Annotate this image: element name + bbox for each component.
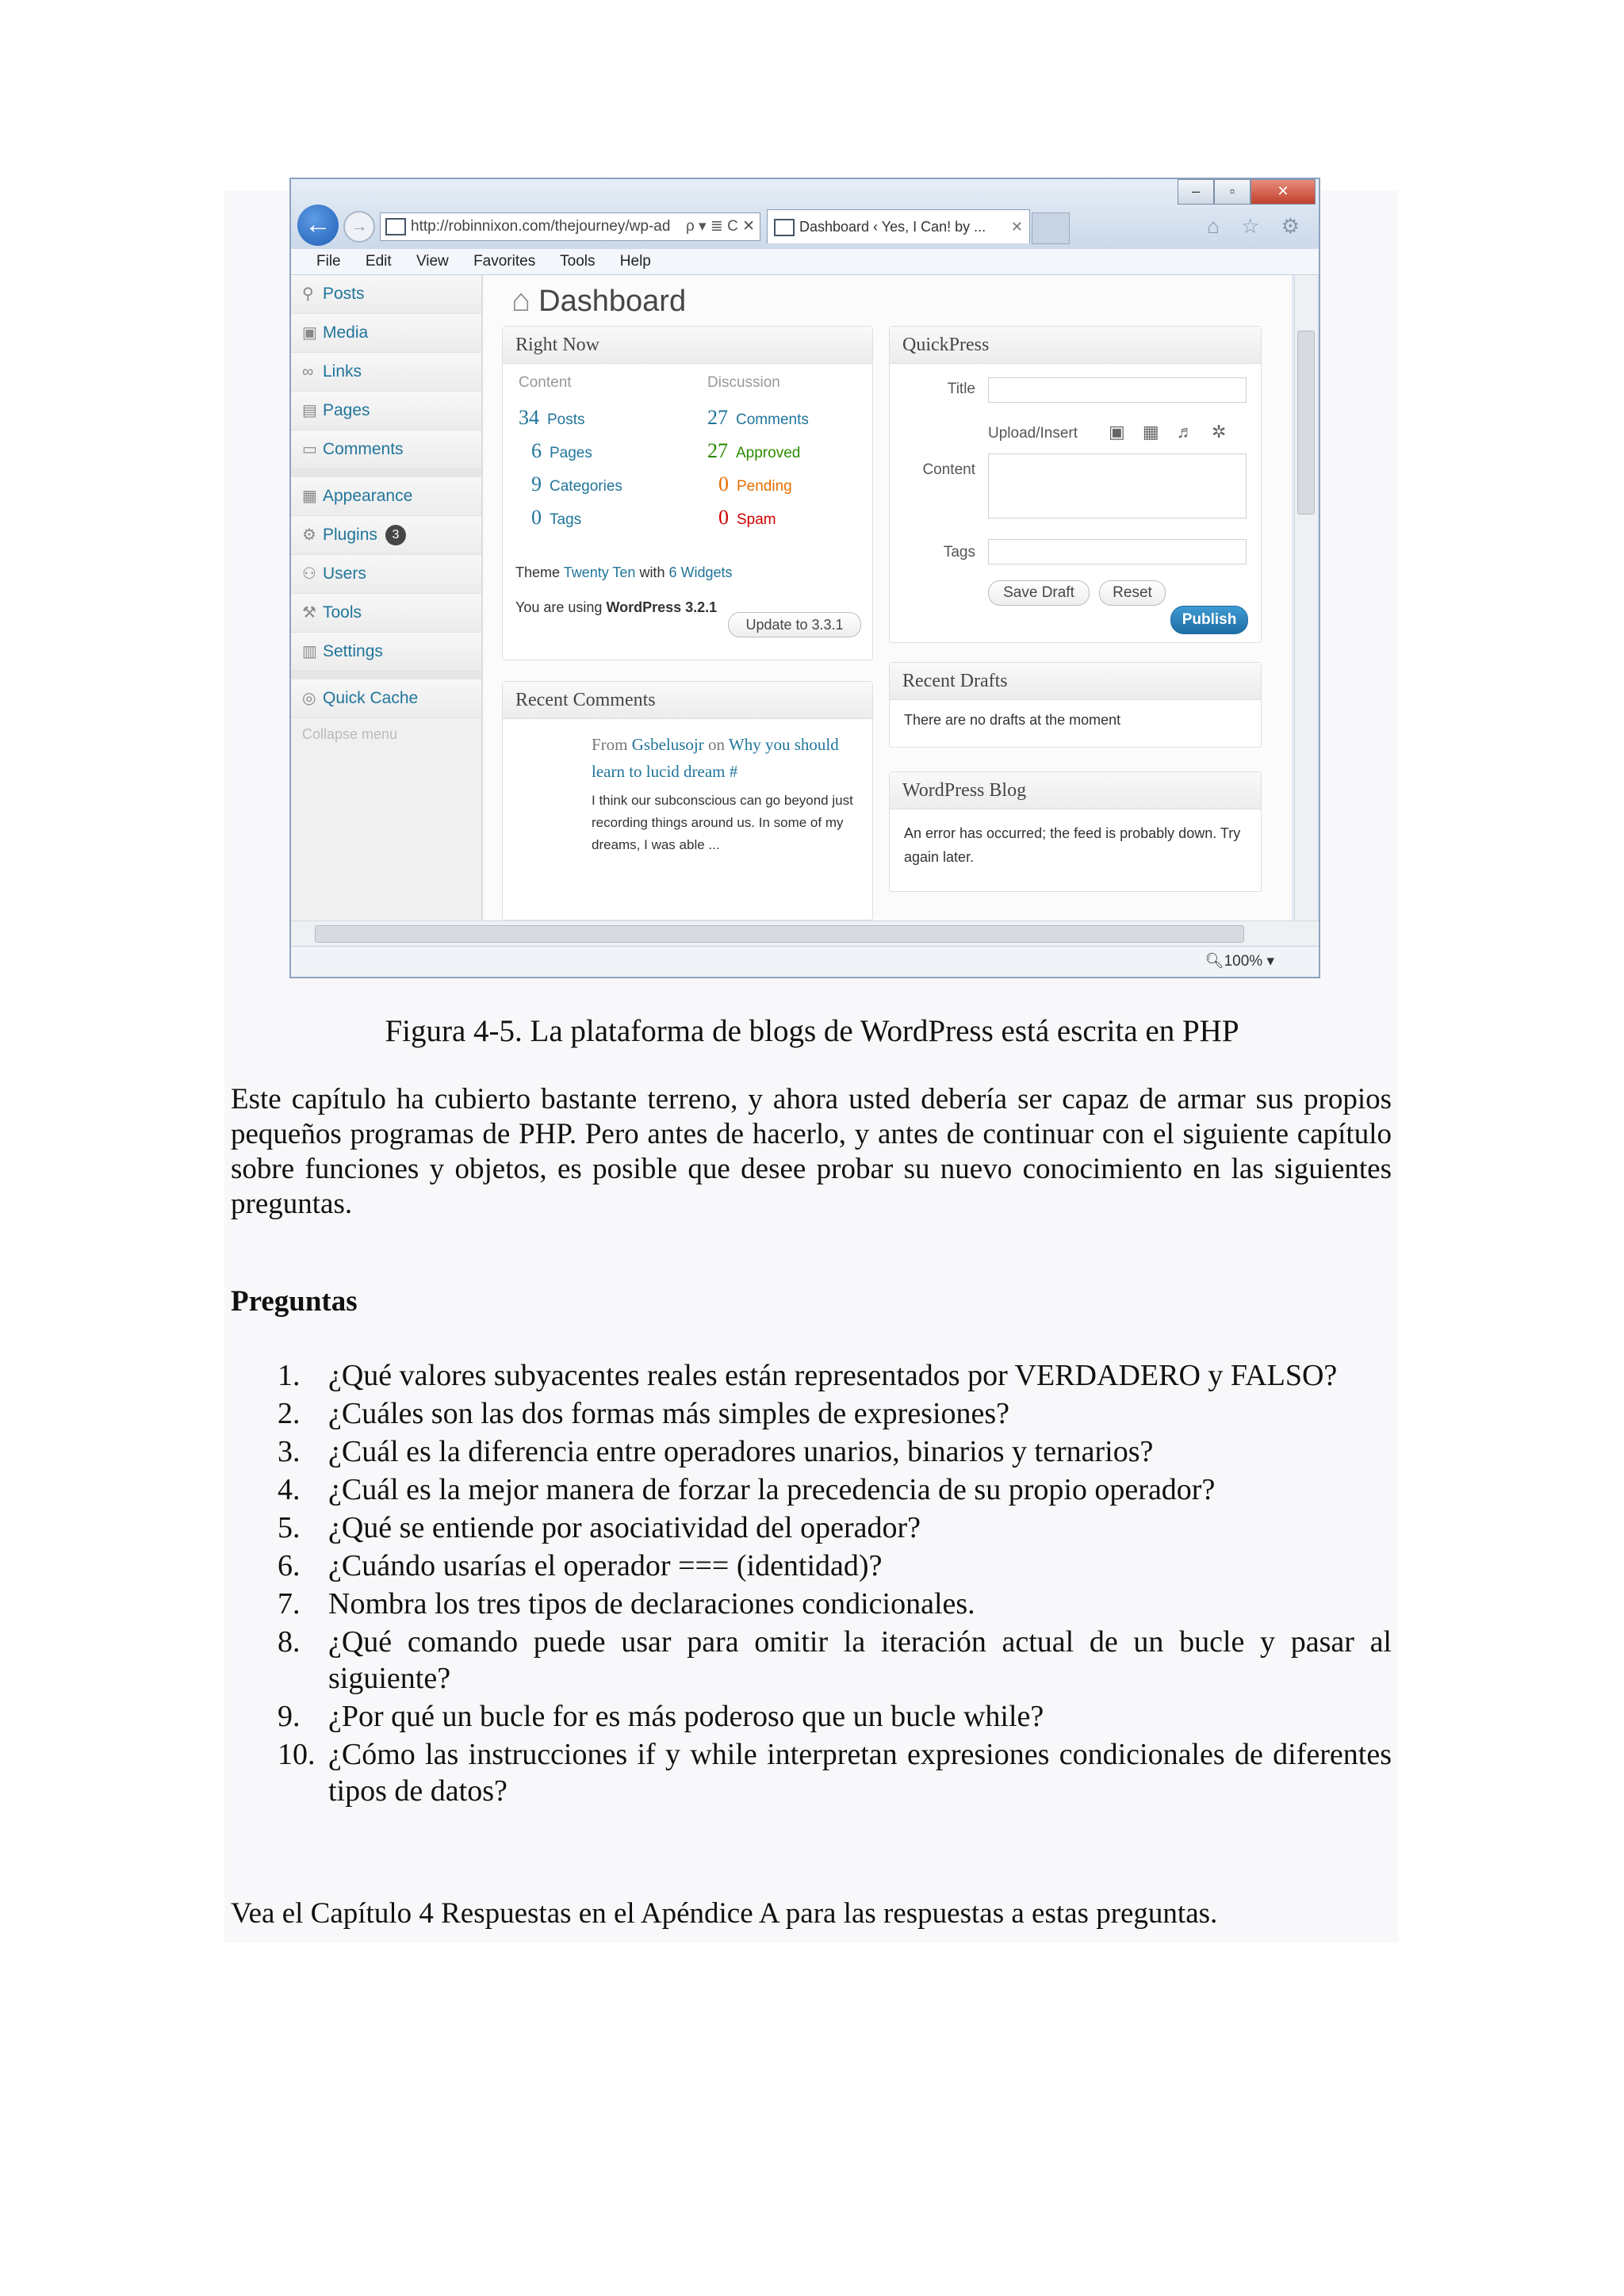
comment-excerpt: I think our subconscious can go beyond just recording things around us. In some of my dreams, I was able ... — [592, 793, 853, 852]
count-label: Pending — [737, 478, 792, 495]
version-text: WordPress 3.2.1 — [606, 599, 718, 615]
pin-icon: ⚲ — [302, 285, 314, 303]
tab-title: Dashboard ‹ Yes, I Can! by ... — [799, 219, 986, 235]
right-now-title: Right Now — [503, 327, 872, 364]
sidebar-item-comments[interactable] — [291, 430, 481, 469]
theme-prefix: Theme — [515, 564, 564, 580]
address-url: http://robinnixon.com/thejourney/wp-ad — [411, 218, 671, 235]
wordpress-blog-text: An error has occurred; the feed is probably down. Try again later. — [904, 825, 1241, 865]
sidebar-item-label: Users — [323, 564, 366, 583]
vertical-scrollbar[interactable] — [1294, 275, 1317, 921]
content-label: Content — [922, 461, 975, 478]
question-text: ¿Qué valores subyacentes reales están representados por VERDADERO y FALSO? — [328, 1359, 1338, 1392]
media-icon: ▣ — [302, 324, 317, 342]
question-text: ¿Cuál es la mejor manera de forzar la precedencia de su propio operador? — [328, 1473, 1216, 1506]
comment-on: on — [703, 735, 729, 754]
question-text: ¿Qué se entiende por asociatividad del operador? — [328, 1511, 921, 1544]
sidebar-item-label: Links — [323, 362, 362, 381]
theme-name-link[interactable]: Twenty Ten — [563, 564, 636, 580]
recent-comments-widget — [502, 681, 873, 920]
theme-line — [515, 564, 733, 581]
list-item — [278, 1510, 1392, 1546]
count-label: Tags — [550, 511, 582, 528]
sidebar-item-label: Tools — [323, 603, 362, 622]
question-number: 10. — [278, 1738, 316, 1771]
answers-reference: Vea el Capítulo 4 Respuestas en el Apéndice A para las respuestas a estas preguntas. — [231, 1897, 1218, 1930]
list-item — [278, 1698, 1392, 1735]
page-title — [511, 283, 686, 319]
sidebar-item-label: Quick Cache — [323, 689, 419, 707]
sidebar-separator — [291, 672, 481, 679]
title-label: Title — [947, 381, 975, 397]
version-line — [515, 599, 717, 616]
browser-menubar — [291, 249, 1319, 275]
link-icon: ∞ — [302, 363, 314, 381]
comment-author-link[interactable]: Gsbelusojr — [631, 735, 704, 754]
sidebar-item-plugins[interactable] — [291, 516, 481, 555]
question-text: ¿Cuál es la diferencia entre operadores unarios, binarios y ternarios? — [328, 1435, 1154, 1468]
question-number: 1. — [278, 1359, 301, 1392]
question-text: ¿Cómo las instrucciones if y while interpretan expresiones condicionales de diferentes tipos de datos? — [328, 1738, 1392, 1808]
count-spam[interactable] — [718, 506, 776, 530]
sidebar-item-quick-cache[interactable] — [291, 679, 481, 718]
count-comments[interactable] — [707, 406, 809, 430]
question-number: 2. — [278, 1397, 301, 1430]
figure-caption: Figura 4-5. La plataforma de blogs de WordPress está escrita en PHP — [385, 1014, 1239, 1048]
wordpress-blog-widget — [889, 771, 1262, 892]
users-icon: ⚇ — [302, 565, 316, 583]
right-now-widget — [502, 326, 873, 660]
sidebar-item-label: Settings — [323, 642, 383, 660]
count-approved[interactable] — [707, 439, 800, 463]
comment-icon: ▭ — [302, 441, 317, 458]
wp-dashboard-main — [483, 275, 1292, 921]
question-text: Nombra los tres tipos de declaraciones condicionales. — [328, 1587, 975, 1621]
question-number: 3. — [278, 1435, 301, 1468]
list-item — [278, 1357, 1392, 1394]
window-buttons — [1178, 179, 1316, 205]
question-number: 8. — [278, 1625, 301, 1659]
question-number: 6. — [278, 1549, 301, 1582]
theme-widgets-link[interactable]: 6 Widgets — [668, 564, 733, 580]
sidebar-item-label: Plugins — [323, 526, 377, 544]
update-button[interactable]: Update to 3.3.1 — [728, 612, 861, 637]
home-icon: ⌂ — [511, 283, 531, 318]
comment-heading — [592, 731, 853, 785]
new-tab-button[interactable] — [1032, 212, 1070, 244]
body-paragraph: Este capítulo ha cubierto bastante terreno, y ahora usted debería ser capaz de armar sus propios pequeños programas de PHP. Pero antes de hacerlo, y antes de continuar con el siguiente capítulo sobre funciones y objetos, es posible que desee probar su nuevo conocimiento en las siguientes preguntas. — [231, 1083, 1392, 1220]
question-text: ¿Cuándo usarías el operador === (identidad)? — [328, 1549, 883, 1582]
question-text: ¿Cuáles son las dos formas más simples de expresiones? — [328, 1397, 1010, 1430]
scrollbar-thumb[interactable] — [1297, 331, 1315, 515]
title-input[interactable] — [988, 377, 1247, 403]
close-icon[interactable]: ✕ — [1251, 179, 1316, 205]
count-label: Pages — [550, 445, 592, 461]
theme-with: with — [635, 564, 669, 580]
sidebar-item-label: Media — [323, 323, 369, 342]
count-label: Comments — [736, 411, 809, 428]
reset-button[interactable]: Reset — [1099, 580, 1166, 606]
question-number: 7. — [278, 1587, 301, 1621]
maximize-icon[interactable]: ▫ — [1214, 179, 1251, 205]
count-number: 27 — [707, 439, 728, 462]
questions-list — [278, 1357, 1392, 1811]
list-item — [278, 1736, 1392, 1809]
wordpress-blog-title: WordPress Blog — [890, 772, 1261, 809]
question-number: 5. — [278, 1511, 301, 1544]
sidebar-item-label: Appearance — [323, 487, 413, 505]
tags-label: Tags — [943, 544, 975, 561]
recent-comments-title: Recent Comments — [503, 682, 872, 719]
sidebar-separator — [291, 469, 481, 477]
page-title-text: Dashboard — [538, 285, 687, 318]
browser-statusbar — [291, 946, 1319, 977]
cache-icon: ◎ — [302, 690, 316, 707]
forward-arrow-icon[interactable]: → — [343, 211, 375, 243]
tab-close-icon[interactable]: ✕ — [1010, 219, 1023, 235]
menu-edit[interactable]: Edit — [365, 253, 392, 270]
sidebar-item-settings[interactable] — [291, 633, 481, 672]
count-number: 9 — [531, 473, 542, 496]
question-text: ¿Qué comando puede usar para omitir la iteración actual de un bucle y pasar al siguiente? — [328, 1625, 1392, 1695]
menu-favorites[interactable]: Favorites — [473, 253, 536, 270]
list-item — [278, 1548, 1392, 1584]
scrollbar-thumb[interactable] — [315, 925, 1244, 943]
wp-admin-sidebar — [291, 275, 483, 921]
collapse-menu-link[interactable]: Collapse menu — [302, 726, 398, 742]
quickpress-title: QuickPress — [890, 327, 1261, 364]
question-text: ¿Por qué un bucle for es más poderoso que un bucle while? — [328, 1700, 1044, 1733]
zoom-value: 100% — [1224, 953, 1263, 970]
count-categories[interactable] — [531, 473, 622, 496]
count-number: 0 — [531, 506, 542, 529]
list-item — [278, 1586, 1392, 1622]
list-item — [278, 1624, 1392, 1697]
count-number: 27 — [707, 406, 728, 429]
settings-icon: ▥ — [302, 643, 317, 660]
count-label: Spam — [737, 511, 776, 528]
browser-tab[interactable] — [767, 209, 1030, 243]
sidebar-item-links[interactable] — [291, 353, 481, 392]
save-draft-button[interactable]: Save Draft — [988, 580, 1090, 606]
recent-drafts-widget — [889, 662, 1262, 748]
pages-icon: ▤ — [302, 402, 317, 419]
tools-icon: ⚒ — [302, 604, 316, 622]
back-arrow-icon[interactable]: ← — [297, 205, 339, 246]
recent-drafts-text: There are no drafts at the moment — [904, 712, 1121, 728]
sidebar-item-tools[interactable] — [291, 594, 481, 633]
sidebar-item-appearance[interactable] — [291, 477, 481, 516]
recent-drafts-title: Recent Drafts — [890, 663, 1261, 700]
count-posts[interactable] — [519, 406, 585, 430]
list-item — [278, 1395, 1392, 1432]
count-number: 0 — [718, 506, 729, 529]
count-number: 6 — [531, 439, 542, 462]
comment-post-link[interactable]: Why you should learn to lucid dream # — [592, 735, 839, 781]
page-favicon-icon — [385, 218, 406, 235]
count-tags[interactable] — [531, 506, 581, 530]
horizontal-scrollbar[interactable] — [291, 920, 1319, 947]
list-item — [278, 1433, 1392, 1470]
sidebar-item-posts[interactable] — [291, 275, 481, 314]
browser-titlebar — [291, 179, 1319, 249]
sidebar-item-label: Comments — [323, 440, 404, 458]
question-number: 9. — [278, 1700, 301, 1733]
figure-screenshot — [289, 178, 1320, 978]
menu-file[interactable]: File — [316, 253, 341, 270]
tags-input[interactable] — [988, 539, 1247, 564]
count-label: Categories — [550, 478, 622, 495]
content-textarea[interactable] — [988, 453, 1247, 519]
plugin-icon: ⚙ — [302, 526, 316, 544]
sidebar-item-label: Pages — [323, 401, 370, 419]
zoom-level[interactable]: 🔍︎100% ▾ — [1205, 953, 1274, 970]
count-label: Posts — [547, 411, 585, 428]
plugins-update-badge: 3 — [385, 525, 406, 545]
sidebar-item-users[interactable] — [291, 555, 481, 594]
tab-favicon-icon — [774, 219, 795, 236]
count-pages[interactable] — [531, 439, 592, 463]
list-item — [278, 1471, 1392, 1508]
sidebar-item-media[interactable] — [291, 314, 481, 353]
appearance-icon: ▦ — [302, 488, 317, 505]
media-upload-icons[interactable]: ▣ ▦ ♬ ✲ — [1109, 422, 1233, 442]
quickpress-widget — [889, 326, 1262, 643]
version-prefix: You are using — [515, 599, 607, 615]
content-header: Content — [519, 374, 572, 391]
menu-help[interactable]: Help — [619, 253, 651, 270]
count-number: 0 — [718, 473, 729, 496]
address-controls[interactable]: ρ ▾ ≣ C ✕ — [685, 218, 755, 235]
upload-insert-label: Upload/Insert — [988, 425, 1078, 442]
publish-button[interactable]: Publish — [1170, 606, 1248, 634]
menu-view[interactable]: View — [416, 253, 449, 270]
count-label: Approved — [736, 445, 801, 461]
address-bar[interactable] — [380, 212, 760, 241]
minimize-icon[interactable]: – — [1178, 179, 1214, 205]
count-number: 34 — [519, 406, 539, 429]
discussion-header: Discussion — [707, 374, 780, 391]
count-pending[interactable] — [718, 473, 792, 496]
sidebar-item-label: Posts — [323, 285, 365, 303]
question-number: 4. — [278, 1473, 301, 1506]
comment-from: From — [592, 735, 632, 754]
menu-tools[interactable]: Tools — [560, 253, 596, 270]
sidebar-item-pages[interactable] — [291, 392, 481, 430]
home-favorites-settings-icons[interactable]: ⌂ ☆ ⚙ — [1207, 214, 1308, 238]
section-heading: Preguntas — [231, 1285, 358, 1318]
